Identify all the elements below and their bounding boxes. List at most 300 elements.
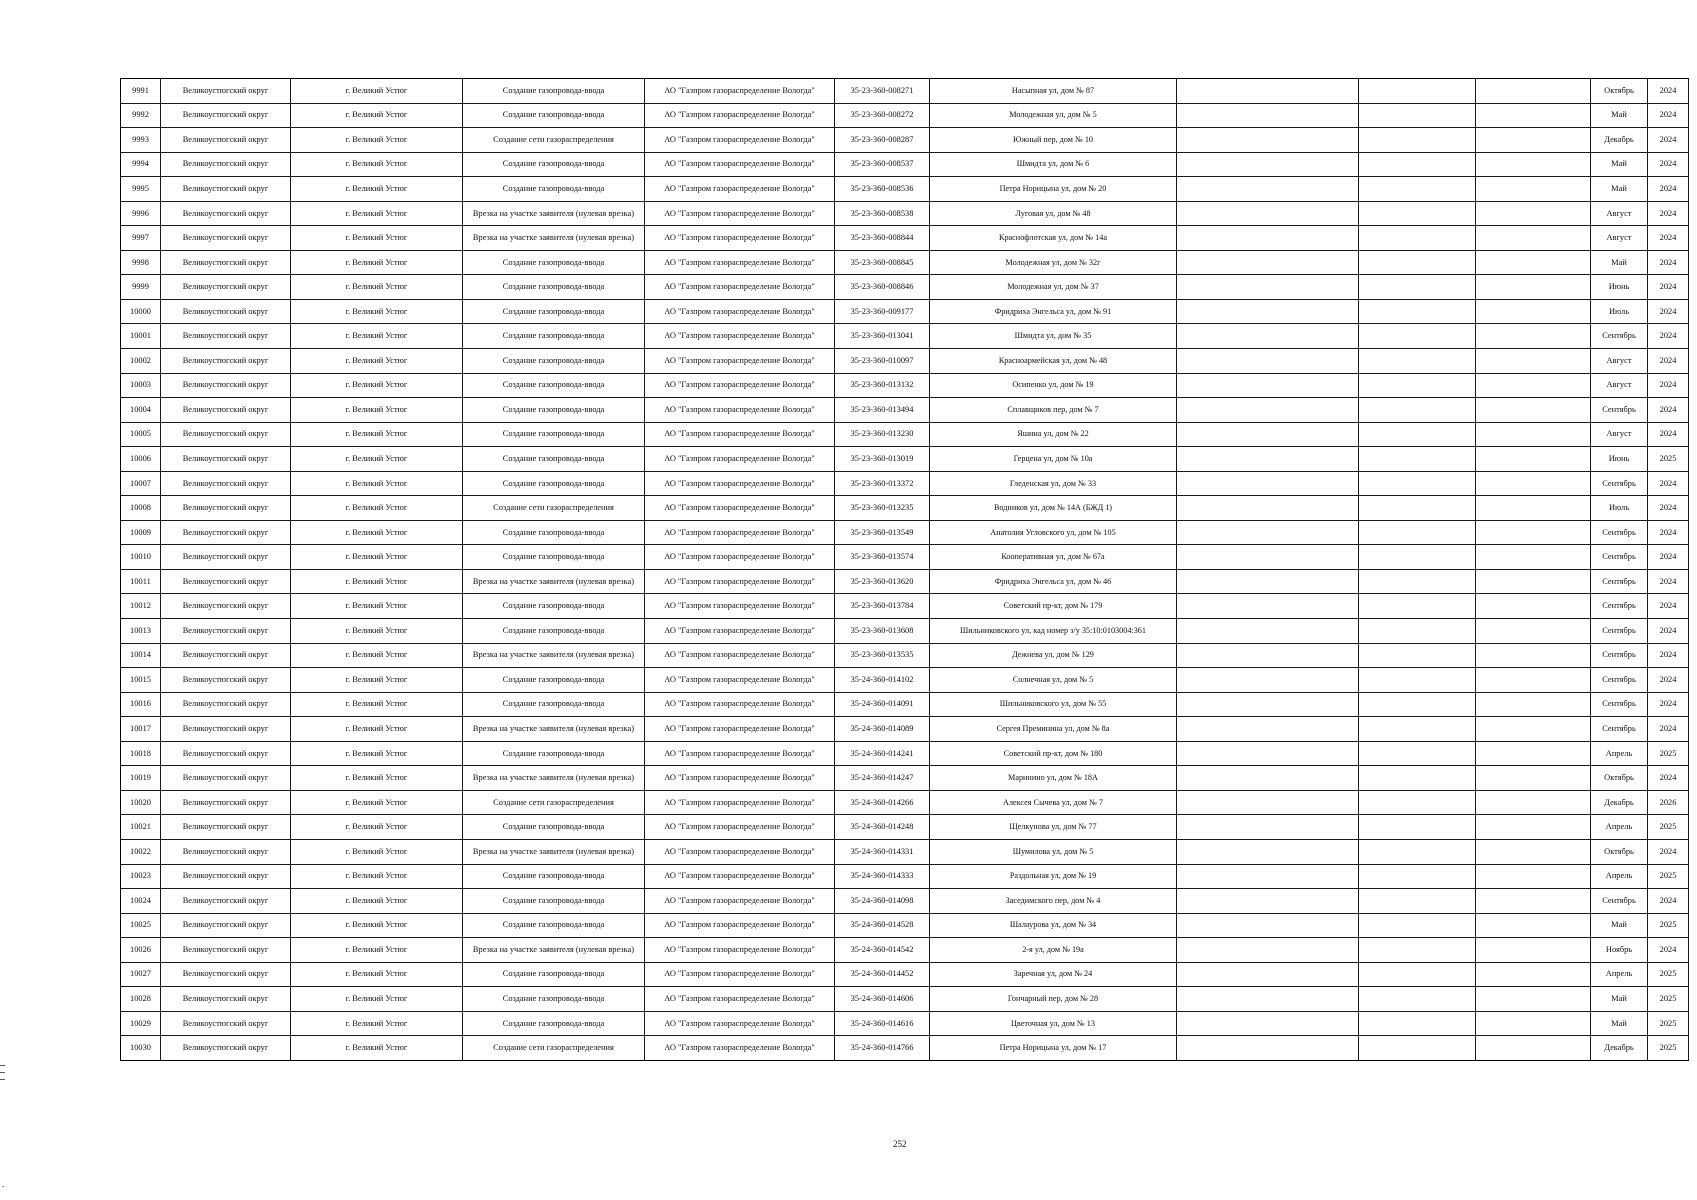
year-cell: 2024 — [1648, 177, 1689, 202]
organization-cell: АО "Газпром газораспределение Вологда" — [645, 152, 835, 177]
year-cell: 2024 — [1648, 545, 1689, 570]
district-cell: Великоустюгский округ — [161, 692, 291, 717]
cadastral-number-cell: 35-23-360-008845 — [835, 250, 930, 275]
row-number-cell: 10027 — [121, 962, 161, 987]
empty-cell — [1177, 177, 1359, 202]
settlement-cell: г. Великий Устюг — [291, 201, 463, 226]
district-cell: Великоустюгский округ — [161, 839, 291, 864]
district-cell: Великоустюгский округ — [161, 717, 291, 742]
cadastral-number-cell: 35-24-360-014241 — [835, 741, 930, 766]
address-cell: Шмидта ул, дом № 6 — [930, 152, 1177, 177]
month-cell: Апрель — [1591, 741, 1648, 766]
work-type-cell: Создание газопровода-ввода — [463, 668, 645, 693]
work-type-cell: Создание газопровода-ввода — [463, 815, 645, 840]
row-number-cell: 9997 — [121, 226, 161, 251]
organization-cell: АО "Газпром газораспределение Вологда" — [645, 349, 835, 374]
empty-cell — [1476, 815, 1591, 840]
settlement-cell: г. Великий Устюг — [291, 692, 463, 717]
cadastral-number-cell: 35-23-360-008844 — [835, 226, 930, 251]
year-cell: 2025 — [1648, 864, 1689, 889]
year-cell: 2024 — [1648, 152, 1689, 177]
district-cell: Великоустюгский округ — [161, 815, 291, 840]
empty-cell — [1177, 1011, 1359, 1036]
month-cell: Апрель — [1591, 864, 1648, 889]
settlement-cell: г. Великий Устюг — [291, 643, 463, 668]
address-cell: Цветочная ул, дом № 13 — [930, 1011, 1177, 1036]
settlement-cell: г. Великий Устюг — [291, 226, 463, 251]
empty-cell — [1359, 545, 1476, 570]
district-cell: Великоустюгский округ — [161, 422, 291, 447]
table-row — [121, 594, 1689, 619]
row-number-cell: 9991 — [121, 79, 161, 104]
empty-cell — [1177, 128, 1359, 153]
table-row — [121, 349, 1689, 374]
address-cell: Фридриха Энгельса ул, дом № 91 — [930, 299, 1177, 324]
year-cell: 2024 — [1648, 422, 1689, 447]
month-cell: Июль — [1591, 299, 1648, 324]
year-cell: 2024 — [1648, 569, 1689, 594]
empty-cell — [1177, 766, 1359, 791]
address-cell: Шмидта ул, дом № 35 — [930, 324, 1177, 349]
district-cell: Великоустюгский округ — [161, 177, 291, 202]
empty-cell — [1476, 1036, 1591, 1061]
address-cell: Заседимского пер, дом № 4 — [930, 889, 1177, 914]
empty-cell — [1359, 938, 1476, 963]
work-type-cell: Создание газопровода-ввода — [463, 741, 645, 766]
cadastral-number-cell: 35-23-360-013549 — [835, 520, 930, 545]
cadastral-number-cell: 35-24-360-014091 — [835, 692, 930, 717]
empty-cell — [1476, 692, 1591, 717]
empty-cell — [1359, 103, 1476, 128]
district-cell: Великоустюгский округ — [161, 619, 291, 644]
district-cell: Великоустюгский округ — [161, 987, 291, 1012]
row-number-cell: 10019 — [121, 766, 161, 791]
year-cell: 2025 — [1648, 741, 1689, 766]
organization-cell: АО "Газпром газораспределение Вологда" — [645, 398, 835, 423]
table-row — [121, 398, 1689, 423]
district-cell: Великоустюгский округ — [161, 594, 291, 619]
organization-cell: АО "Газпром газораспределение Вологда" — [645, 913, 835, 938]
month-cell: Август — [1591, 226, 1648, 251]
work-type-cell: Создание газопровода-ввода — [463, 299, 645, 324]
month-cell: Май — [1591, 913, 1648, 938]
organization-cell: АО "Газпром газораспределение Вологда" — [645, 938, 835, 963]
settlement-cell: г. Великий Устюг — [291, 569, 463, 594]
empty-cell — [1476, 839, 1591, 864]
empty-cell — [1359, 324, 1476, 349]
row-number-cell: 10026 — [121, 938, 161, 963]
empty-cell — [1476, 79, 1591, 104]
work-type-cell: Создание газопровода-ввода — [463, 373, 645, 398]
empty-cell — [1177, 250, 1359, 275]
address-cell: Яшина ул, дом № 22 — [930, 422, 1177, 447]
year-cell: 2024 — [1648, 938, 1689, 963]
address-cell: Гончарный пер, дом № 28 — [930, 987, 1177, 1012]
table-row — [121, 520, 1689, 545]
month-cell: Май — [1591, 177, 1648, 202]
organization-cell: АО "Газпром газораспределение Вологда" — [645, 889, 835, 914]
year-cell: 2024 — [1648, 496, 1689, 521]
empty-cell — [1359, 569, 1476, 594]
month-cell: Сентябрь — [1591, 668, 1648, 693]
month-cell: Август — [1591, 201, 1648, 226]
empty-cell — [1476, 250, 1591, 275]
edge-mark — [0, 1065, 5, 1066]
address-cell: Луговая ул, дом № 48 — [930, 201, 1177, 226]
district-cell: Великоустюгский округ — [161, 889, 291, 914]
work-type-cell: Создание газопровода-ввода — [463, 447, 645, 472]
empty-cell — [1359, 913, 1476, 938]
empty-cell — [1359, 1036, 1476, 1061]
empty-cell — [1476, 913, 1591, 938]
empty-cell — [1359, 839, 1476, 864]
settlement-cell: г. Великий Устюг — [291, 741, 463, 766]
row-number-cell: 10030 — [121, 1036, 161, 1061]
empty-cell — [1359, 447, 1476, 472]
edge-mark — [0, 1072, 5, 1073]
empty-cell — [1359, 250, 1476, 275]
table-row — [121, 619, 1689, 644]
month-cell: Октябрь — [1591, 766, 1648, 791]
empty-cell — [1476, 226, 1591, 251]
empty-cell — [1177, 545, 1359, 570]
empty-cell — [1476, 152, 1591, 177]
cadastral-number-cell: 35-24-360-014331 — [835, 839, 930, 864]
month-cell: Май — [1591, 103, 1648, 128]
month-cell: Май — [1591, 152, 1648, 177]
cadastral-number-cell: 35-23-360-013019 — [835, 447, 930, 472]
year-cell: 2025 — [1648, 913, 1689, 938]
empty-cell — [1476, 594, 1591, 619]
table-row — [121, 128, 1689, 153]
row-number-cell: 10014 — [121, 643, 161, 668]
empty-cell — [1476, 349, 1591, 374]
empty-cell — [1359, 1011, 1476, 1036]
work-type-cell: Создание газопровода-ввода — [463, 962, 645, 987]
organization-cell: АО "Газпром газораспределение Вологда" — [645, 594, 835, 619]
year-cell: 2025 — [1648, 815, 1689, 840]
table-row — [121, 1011, 1689, 1036]
district-cell: Великоустюгский округ — [161, 250, 291, 275]
empty-cell — [1177, 790, 1359, 815]
empty-cell — [1177, 422, 1359, 447]
empty-cell — [1476, 447, 1591, 472]
work-type-cell: Создание газопровода-ввода — [463, 889, 645, 914]
empty-cell — [1177, 962, 1359, 987]
row-number-cell: 9999 — [121, 275, 161, 300]
table-row — [121, 545, 1689, 570]
organization-cell: АО "Газпром газораспределение Вологда" — [645, 692, 835, 717]
district-cell: Великоустюгский округ — [161, 471, 291, 496]
cadastral-number-cell: 35-23-360-013235 — [835, 496, 930, 521]
table-row — [121, 815, 1689, 840]
empty-cell — [1359, 177, 1476, 202]
settlement-cell: г. Великий Устюг — [291, 766, 463, 791]
cadastral-number-cell: 35-23-360-008537 — [835, 152, 930, 177]
empty-cell — [1177, 594, 1359, 619]
settlement-cell: г. Великий Устюг — [291, 520, 463, 545]
year-cell: 2025 — [1648, 987, 1689, 1012]
district-cell: Великоустюгский округ — [161, 373, 291, 398]
row-number-cell: 10024 — [121, 889, 161, 914]
empty-cell — [1359, 152, 1476, 177]
cadastral-number-cell: 35-24-360-014528 — [835, 913, 930, 938]
year-cell: 2024 — [1648, 299, 1689, 324]
month-cell: Ноябрь — [1591, 938, 1648, 963]
organization-cell: АО "Газпром газораспределение Вологда" — [645, 717, 835, 742]
empty-cell — [1177, 864, 1359, 889]
address-cell: Солнечная ул, дом № 5 — [930, 668, 1177, 693]
organization-cell: АО "Газпром газораспределение Вологда" — [645, 250, 835, 275]
district-cell: Великоустюгский округ — [161, 520, 291, 545]
empty-cell — [1359, 741, 1476, 766]
organization-cell: АО "Газпром газораспределение Вологда" — [645, 496, 835, 521]
empty-cell — [1177, 299, 1359, 324]
cadastral-number-cell: 35-24-360-014247 — [835, 766, 930, 791]
year-cell: 2024 — [1648, 889, 1689, 914]
row-number-cell: 10017 — [121, 717, 161, 742]
year-cell: 2024 — [1648, 128, 1689, 153]
work-type-cell: Создание газопровода-ввода — [463, 324, 645, 349]
table-row — [121, 103, 1689, 128]
empty-cell — [1177, 152, 1359, 177]
month-cell: Сентябрь — [1591, 594, 1648, 619]
work-type-cell: Создание газопровода-ввода — [463, 545, 645, 570]
work-type-cell: Создание сети газораспределения — [463, 790, 645, 815]
table-row — [121, 643, 1689, 668]
page-number: 252 — [893, 1139, 907, 1149]
cadastral-number-cell: 35-23-360-013608 — [835, 619, 930, 644]
month-cell: Сентябрь — [1591, 324, 1648, 349]
empty-cell — [1359, 471, 1476, 496]
month-cell: Декабрь — [1591, 1036, 1648, 1061]
district-cell: Великоустюгский округ — [161, 226, 291, 251]
row-number-cell: 9992 — [121, 103, 161, 128]
year-cell: 2024 — [1648, 103, 1689, 128]
row-number-cell: 10018 — [121, 741, 161, 766]
address-cell: Южный пер, дом № 10 — [930, 128, 1177, 153]
table-row — [121, 987, 1689, 1012]
district-cell: Великоустюгский округ — [161, 103, 291, 128]
table-row — [121, 766, 1689, 791]
empty-cell — [1177, 496, 1359, 521]
empty-cell — [1177, 913, 1359, 938]
empty-cell — [1359, 275, 1476, 300]
year-cell: 2024 — [1648, 668, 1689, 693]
organization-cell: АО "Газпром газораспределение Вологда" — [645, 815, 835, 840]
organization-cell: АО "Газпром газораспределение Вологда" — [645, 299, 835, 324]
organization-cell: АО "Газпром газораспределение Вологда" — [645, 324, 835, 349]
month-cell: Август — [1591, 373, 1648, 398]
empty-cell — [1476, 741, 1591, 766]
table-row — [121, 324, 1689, 349]
address-cell: Герцена ул, дом № 10а — [930, 447, 1177, 472]
district-cell: Великоустюгский округ — [161, 299, 291, 324]
edge-dot — [2, 1186, 4, 1187]
empty-cell — [1359, 226, 1476, 251]
cadastral-number-cell: 35-23-360-013620 — [835, 569, 930, 594]
organization-cell: АО "Газпром газораспределение Вологда" — [645, 864, 835, 889]
year-cell: 2024 — [1648, 373, 1689, 398]
organization-cell: АО "Газпром газораспределение Вологда" — [645, 79, 835, 104]
cadastral-number-cell: 35-23-360-008538 — [835, 201, 930, 226]
table-row — [121, 79, 1689, 104]
table-row — [121, 373, 1689, 398]
row-number-cell: 10025 — [121, 913, 161, 938]
work-type-cell: Создание газопровода-ввода — [463, 594, 645, 619]
settlement-cell: г. Великий Устюг — [291, 79, 463, 104]
empty-cell — [1476, 373, 1591, 398]
row-number-cell: 10005 — [121, 422, 161, 447]
district-cell: Великоустюгский округ — [161, 545, 291, 570]
organization-cell: АО "Газпром газораспределение Вологда" — [645, 962, 835, 987]
row-number-cell: 10023 — [121, 864, 161, 889]
empty-cell — [1476, 790, 1591, 815]
settlement-cell: г. Великий Устюг — [291, 545, 463, 570]
row-number-cell: 10015 — [121, 668, 161, 693]
empty-cell — [1359, 864, 1476, 889]
cadastral-number-cell: 35-23-360-013574 — [835, 545, 930, 570]
empty-cell — [1177, 324, 1359, 349]
empty-cell — [1177, 79, 1359, 104]
year-cell: 2024 — [1648, 79, 1689, 104]
work-type-cell: Создание сети газораспределения — [463, 496, 645, 521]
year-cell: 2025 — [1648, 447, 1689, 472]
month-cell: Июль — [1591, 496, 1648, 521]
empty-cell — [1476, 299, 1591, 324]
organization-cell: АО "Газпром газораспределение Вологда" — [645, 471, 835, 496]
year-cell: 2024 — [1648, 594, 1689, 619]
work-type-cell: Врезка на участке заявителя (нулевая врезка) — [463, 569, 645, 594]
organization-cell: АО "Газпром газораспределение Вологда" — [645, 128, 835, 153]
address-cell: Осипенко ул, дом № 19 — [930, 373, 1177, 398]
address-cell: Водников ул, дом № 14А (БЖД 1) — [930, 496, 1177, 521]
year-cell: 2024 — [1648, 619, 1689, 644]
work-type-cell: Врезка на участке заявителя (нулевая врезка) — [463, 839, 645, 864]
work-type-cell: Создание газопровода-ввода — [463, 1011, 645, 1036]
row-number-cell: 10028 — [121, 987, 161, 1012]
cadastral-number-cell: 35-24-360-014333 — [835, 864, 930, 889]
table-row — [121, 839, 1689, 864]
empty-cell — [1476, 864, 1591, 889]
cadastral-number-cell: 35-24-360-014542 — [835, 938, 930, 963]
organization-cell: АО "Газпром газораспределение Вологда" — [645, 790, 835, 815]
empty-cell — [1359, 422, 1476, 447]
settlement-cell: г. Великий Устюг — [291, 422, 463, 447]
row-number-cell: 10007 — [121, 471, 161, 496]
empty-cell — [1177, 275, 1359, 300]
cadastral-number-cell: 35-24-360-014266 — [835, 790, 930, 815]
district-cell: Великоустюгский округ — [161, 741, 291, 766]
cadastral-number-cell: 35-24-360-014616 — [835, 1011, 930, 1036]
address-cell: 2-я ул, дом № 19а — [930, 938, 1177, 963]
month-cell: Июнь — [1591, 275, 1648, 300]
district-cell: Великоустюгский округ — [161, 569, 291, 594]
empty-cell — [1177, 938, 1359, 963]
table-row — [121, 250, 1689, 275]
district-cell: Великоустюгский округ — [161, 766, 291, 791]
table-row — [121, 692, 1689, 717]
empty-cell — [1476, 962, 1591, 987]
address-cell: Советский пр-кт, дом № 179 — [930, 594, 1177, 619]
empty-cell — [1359, 496, 1476, 521]
settlement-cell: г. Великий Устюг — [291, 324, 463, 349]
month-cell: Май — [1591, 250, 1648, 275]
organization-cell: АО "Газпром газораспределение Вологда" — [645, 275, 835, 300]
settlement-cell: г. Великий Устюг — [291, 889, 463, 914]
empty-cell — [1177, 668, 1359, 693]
cadastral-number-cell: 35-23-360-013041 — [835, 324, 930, 349]
row-number-cell: 10020 — [121, 790, 161, 815]
settlement-cell: г. Великий Устюг — [291, 717, 463, 742]
table-row — [121, 962, 1689, 987]
settlement-cell: г. Великий Устюг — [291, 839, 463, 864]
empty-cell — [1359, 619, 1476, 644]
work-type-cell: Врезка на участке заявителя (нулевая врезка) — [463, 717, 645, 742]
table-row — [121, 152, 1689, 177]
district-cell: Великоустюгский округ — [161, 668, 291, 693]
row-number-cell: 10012 — [121, 594, 161, 619]
empty-cell — [1177, 373, 1359, 398]
month-cell: Май — [1591, 1011, 1648, 1036]
year-cell: 2024 — [1648, 643, 1689, 668]
organization-cell: АО "Газпром газораспределение Вологда" — [645, 447, 835, 472]
empty-cell — [1359, 349, 1476, 374]
year-cell: 2024 — [1648, 349, 1689, 374]
district-cell: Великоустюгский округ — [161, 962, 291, 987]
cadastral-number-cell: 35-23-360-008272 — [835, 103, 930, 128]
address-cell: Шильниковского ул, дом № 55 — [930, 692, 1177, 717]
empty-cell — [1177, 569, 1359, 594]
empty-cell — [1476, 422, 1591, 447]
empty-cell — [1476, 938, 1591, 963]
table-row — [121, 668, 1689, 693]
empty-cell — [1177, 692, 1359, 717]
address-cell: Заречная ул, дом № 24 — [930, 962, 1177, 987]
empty-cell — [1476, 103, 1591, 128]
address-cell: Шалаурова ул, дом № 34 — [930, 913, 1177, 938]
organization-cell: АО "Газпром газораспределение Вологда" — [645, 766, 835, 791]
row-number-cell: 9995 — [121, 177, 161, 202]
organization-cell: АО "Газпром газораспределение Вологда" — [645, 103, 835, 128]
empty-cell — [1359, 299, 1476, 324]
year-cell: 2024 — [1648, 275, 1689, 300]
address-cell: Молодежная ул, дом № 5 — [930, 103, 1177, 128]
address-cell: Алексея Сычева ул, дом № 7 — [930, 790, 1177, 815]
settlement-cell: г. Великий Устюг — [291, 938, 463, 963]
address-cell: Сплавщиков пер, дом № 7 — [930, 398, 1177, 423]
address-cell: Щелкунова ул, дом № 77 — [930, 815, 1177, 840]
table-row — [121, 790, 1689, 815]
empty-cell — [1476, 398, 1591, 423]
row-number-cell: 9998 — [121, 250, 161, 275]
empty-cell — [1476, 889, 1591, 914]
year-cell: 2024 — [1648, 766, 1689, 791]
row-number-cell: 10029 — [121, 1011, 161, 1036]
work-type-cell: Создание газопровода-ввода — [463, 152, 645, 177]
settlement-cell: г. Великий Устюг — [291, 594, 463, 619]
settlement-cell: г. Великий Устюг — [291, 398, 463, 423]
year-cell: 2026 — [1648, 790, 1689, 815]
address-cell: Анатолия Угловского ул, дом № 105 — [930, 520, 1177, 545]
row-number-cell: 10016 — [121, 692, 161, 717]
settlement-cell: г. Великий Устюг — [291, 349, 463, 374]
row-number-cell: 10008 — [121, 496, 161, 521]
address-cell: Фридриха Энгельса ул, дом № 46 — [930, 569, 1177, 594]
table-row — [121, 913, 1689, 938]
address-cell: Дежнева ул, дом № 129 — [930, 643, 1177, 668]
empty-cell — [1359, 962, 1476, 987]
